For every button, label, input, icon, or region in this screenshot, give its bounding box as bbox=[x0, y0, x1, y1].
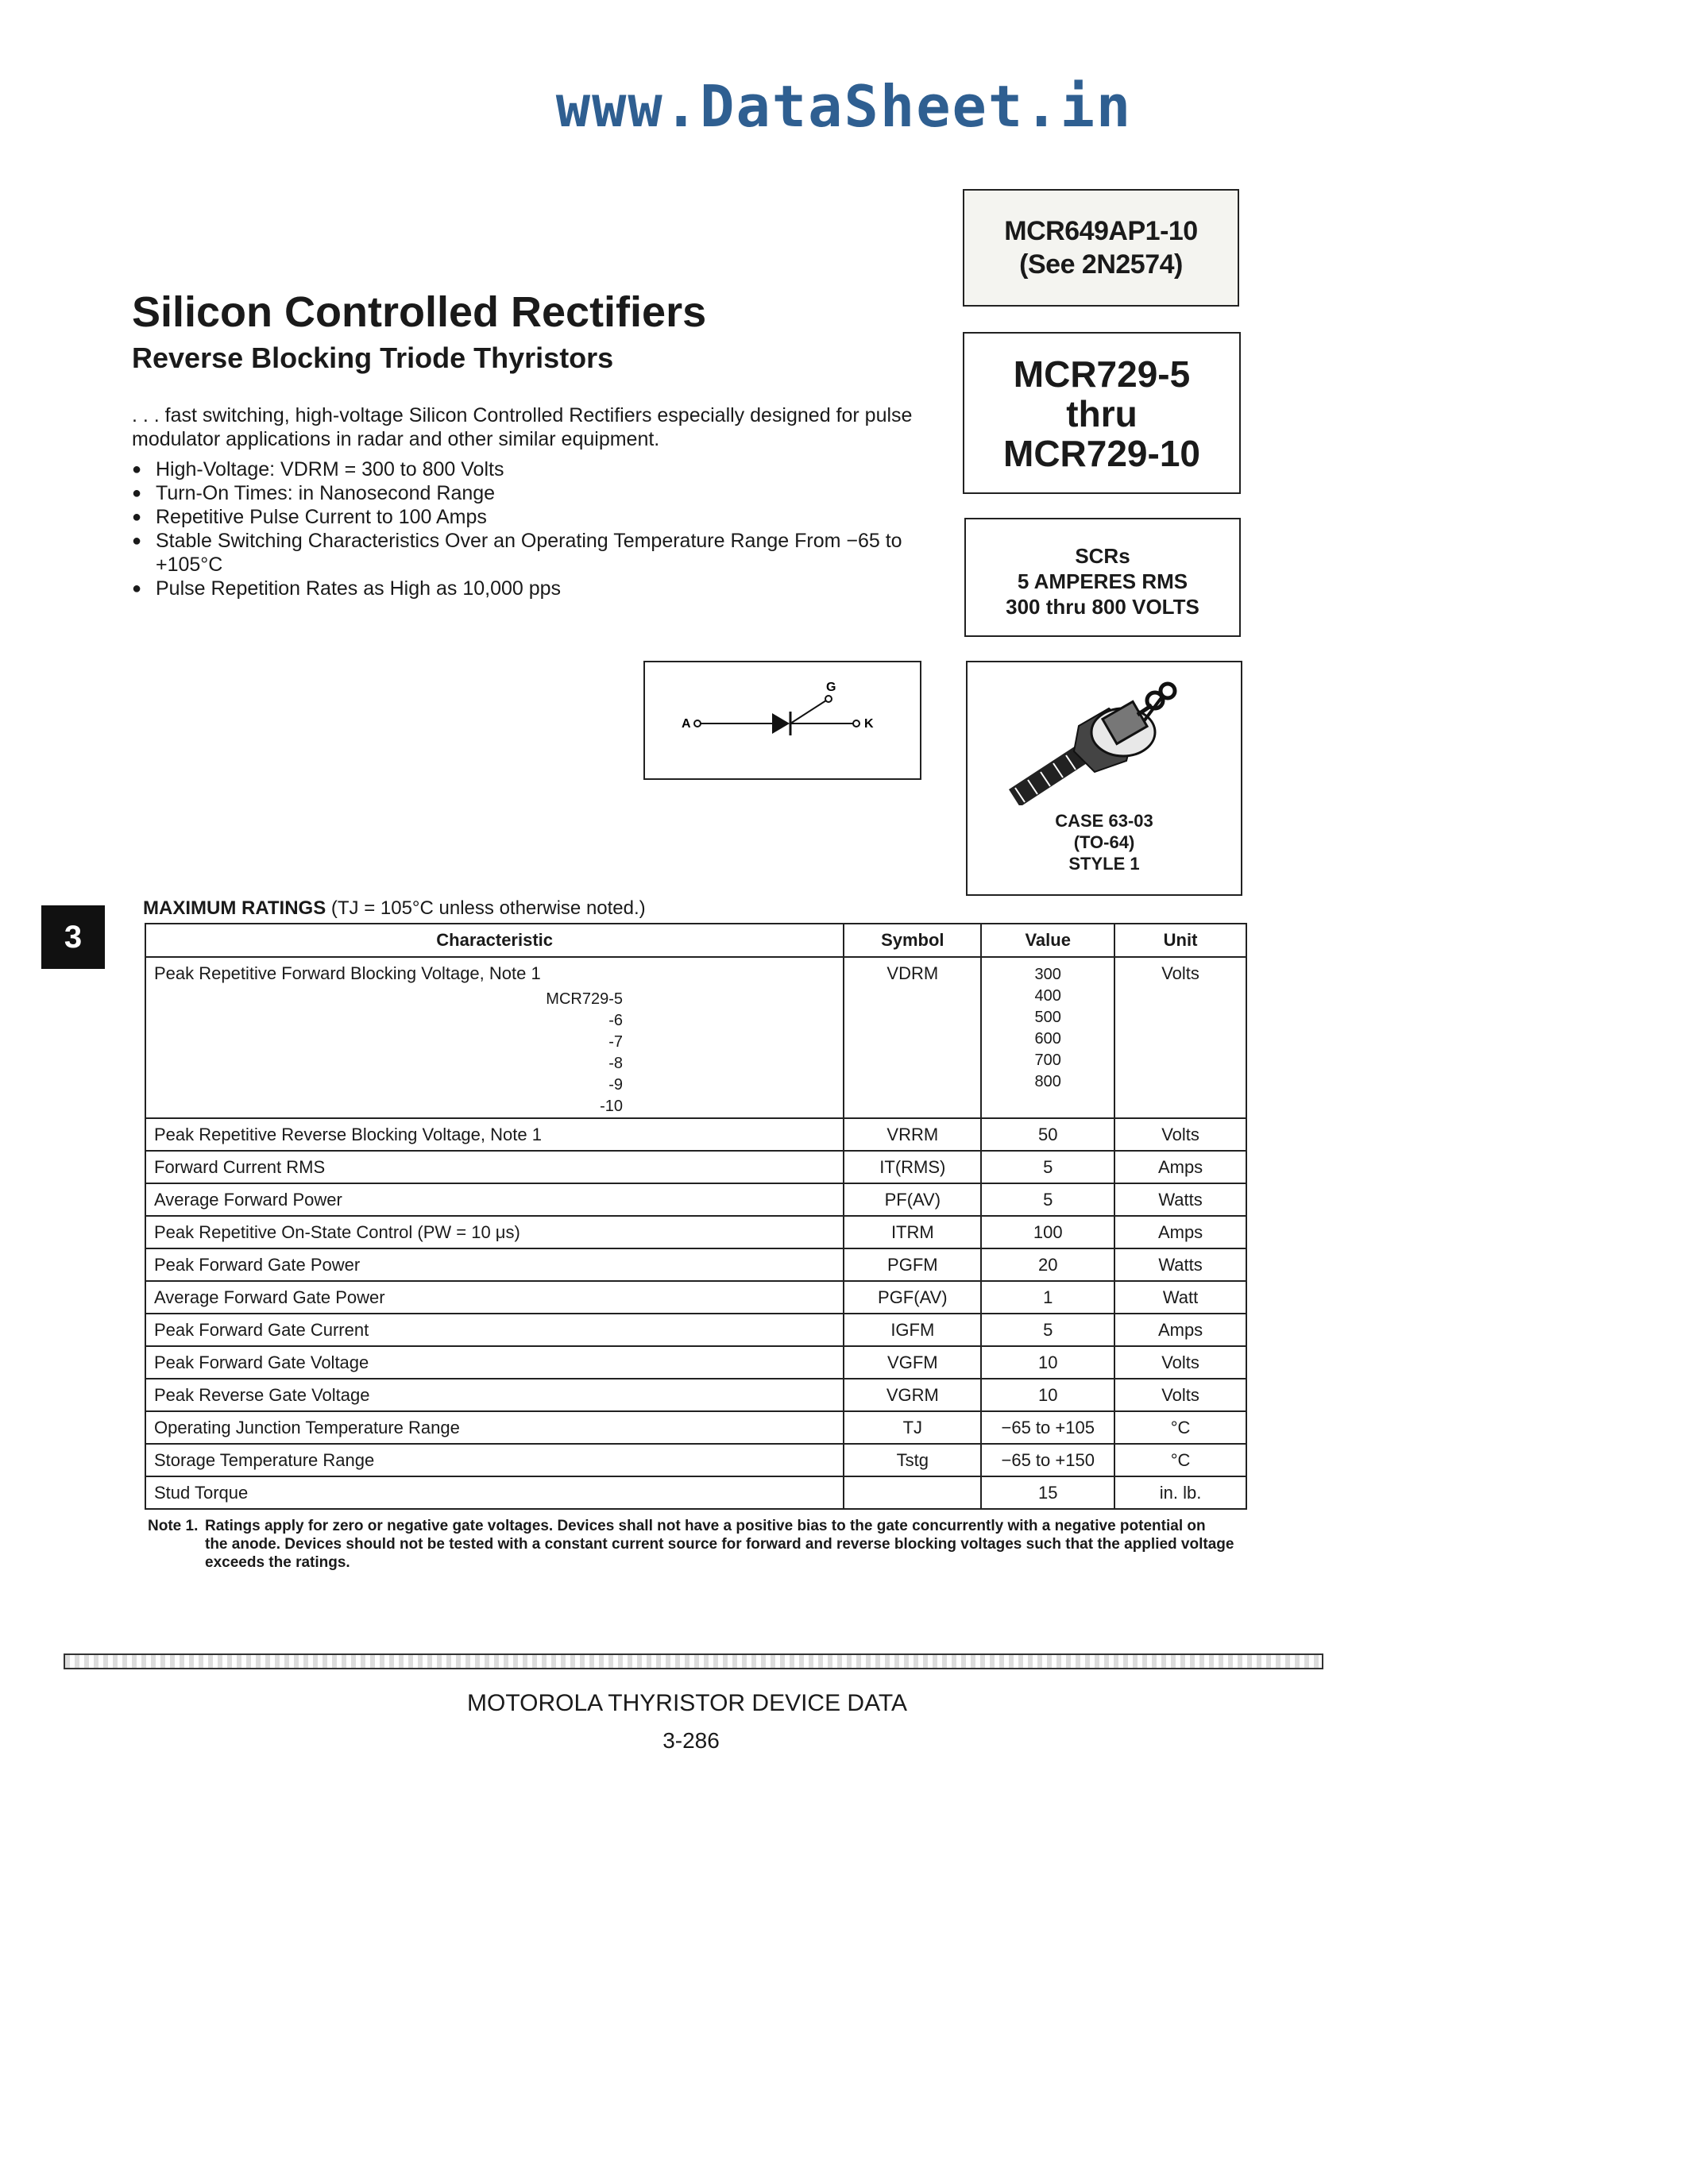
row-value: 1 bbox=[981, 1281, 1114, 1314]
case-package-box bbox=[966, 661, 1242, 896]
device-item: -7 bbox=[608, 1033, 623, 1051]
table-row bbox=[145, 1281, 1246, 1314]
row-unit: Amps bbox=[1114, 1151, 1246, 1183]
device-item: MCR729-5 bbox=[546, 990, 623, 1008]
row-unit: °C bbox=[1114, 1444, 1246, 1476]
anode-terminal bbox=[694, 720, 701, 727]
scr-schematic-symbol bbox=[643, 661, 921, 780]
page-subtitle: Reverse Blocking Triode Thyristors bbox=[132, 341, 614, 374]
row-unit: in. lb. bbox=[1114, 1476, 1246, 1509]
row-symbol: IGFM bbox=[844, 1314, 981, 1346]
footer-title: MOTOROLA THYRISTOR DEVICE DATA bbox=[467, 1690, 907, 1716]
device-item: -6 bbox=[608, 1012, 623, 1029]
row-symbol: PGF(AV) bbox=[844, 1281, 981, 1314]
stud-package-illustration bbox=[968, 662, 1241, 805]
case-package-type: (TO-64) bbox=[1073, 832, 1135, 852]
part-number-line3: MCR729-10 bbox=[1003, 433, 1200, 474]
row-symbol: VGFM bbox=[844, 1346, 981, 1379]
row-characteristic: Peak Forward Gate Voltage bbox=[145, 1346, 844, 1379]
table-row bbox=[145, 1346, 1246, 1379]
device-item: -8 bbox=[608, 1055, 623, 1072]
voltage-value-list bbox=[990, 958, 1106, 1093]
row-unit: Volts bbox=[1114, 1379, 1246, 1411]
table-row bbox=[145, 1379, 1246, 1411]
row-value: −65 to +105 bbox=[981, 1411, 1114, 1444]
spec-line2: 5 AMPERES RMS bbox=[1017, 569, 1188, 593]
row-value: 10 bbox=[981, 1379, 1114, 1411]
header-unit: Unit bbox=[1114, 924, 1246, 957]
table-row bbox=[145, 1476, 1246, 1509]
row-characteristic: Peak Forward Gate Power bbox=[145, 1248, 844, 1281]
table-row bbox=[145, 957, 1246, 1118]
row-characteristic: Peak Repetitive Reverse Blocking Voltage, Note 1 bbox=[145, 1118, 844, 1151]
table-row bbox=[145, 1216, 1246, 1248]
row-characteristic: Average Forward Gate Power bbox=[145, 1281, 844, 1314]
row-characteristic: Peak Reverse Gate Voltage bbox=[145, 1379, 844, 1411]
row-value: 100 bbox=[981, 1216, 1114, 1248]
maximum-ratings-table bbox=[145, 923, 1247, 1510]
reference-part-line2: (See 2N2574) bbox=[1019, 249, 1183, 280]
table-row bbox=[145, 1118, 1246, 1151]
row-value: 20 bbox=[981, 1248, 1114, 1281]
table-row bbox=[145, 1314, 1246, 1346]
row-unit: Watt bbox=[1114, 1281, 1246, 1314]
cathode-terminal bbox=[853, 720, 859, 727]
footer-divider bbox=[64, 1653, 1323, 1669]
row-unit: Amps bbox=[1114, 1216, 1246, 1248]
device-list bbox=[154, 989, 623, 1117]
row-value: 5 bbox=[981, 1314, 1114, 1346]
part-number-line2: thru bbox=[1066, 393, 1138, 434]
row-value: −65 to +150 bbox=[981, 1444, 1114, 1476]
row-value: 5 bbox=[981, 1183, 1114, 1216]
row-symbol: VGRM bbox=[844, 1379, 981, 1411]
footnote-text: Ratings apply for zero or negative gate voltages. Devices shall not have a positive bias to the gate concurrently with a negative potential on bbox=[205, 1518, 1206, 1534]
row-symbol: IT(RMS) bbox=[844, 1151, 981, 1183]
vdrm-characteristic-cell bbox=[145, 957, 844, 1118]
row-characteristic: Operating Junction Temperature Range bbox=[145, 1411, 844, 1444]
header-symbol: Symbol bbox=[844, 924, 981, 957]
table-row bbox=[145, 1444, 1246, 1476]
row-characteristic: Peak Forward Gate Current bbox=[145, 1314, 844, 1346]
gate-lead bbox=[790, 700, 826, 723]
reference-part-line1: MCR649AP1-10 bbox=[1004, 216, 1198, 246]
device-item: -10 bbox=[600, 1098, 623, 1115]
row-value: 10 bbox=[981, 1346, 1114, 1379]
section-tab: 3 bbox=[41, 905, 105, 969]
table-row bbox=[145, 1248, 1246, 1281]
device-item: -9 bbox=[608, 1076, 623, 1094]
row-value: 50 bbox=[981, 1118, 1114, 1151]
spec-summary-box bbox=[964, 518, 1241, 637]
page-number: 3-286 bbox=[662, 1728, 720, 1753]
gate-terminal bbox=[825, 696, 832, 702]
vdrm-unit: Volts bbox=[1114, 957, 1246, 1118]
row-symbol: TJ bbox=[844, 1411, 981, 1444]
footnote-label: Note 1. bbox=[148, 1518, 199, 1534]
row-symbol: ITRM bbox=[844, 1216, 981, 1248]
voltage-value: 400 bbox=[1034, 987, 1061, 1005]
ratings-heading-bold: MAXIMUM RATINGS bbox=[143, 897, 326, 919]
row-symbol: PGFM bbox=[844, 1248, 981, 1281]
row-characteristic: Stud Torque bbox=[145, 1476, 844, 1509]
part-number-box bbox=[963, 332, 1241, 494]
diode-triangle bbox=[772, 713, 790, 734]
row-characteristic: Peak Repetitive On-State Control (PW = 10 μs) bbox=[145, 1216, 844, 1248]
reference-part-box bbox=[963, 189, 1239, 307]
table-footnote bbox=[148, 1517, 1244, 1572]
row-unit: Volts bbox=[1114, 1346, 1246, 1379]
voltage-value: 800 bbox=[1034, 1073, 1061, 1090]
row-symbol: PF(AV) bbox=[844, 1183, 981, 1216]
feature-item: ● High-Voltage: VDRM = 300 to 800 Volts bbox=[132, 457, 934, 481]
voltage-value: 300 bbox=[1034, 966, 1061, 983]
anode-label: A bbox=[682, 717, 691, 731]
row-characteristic: Forward Current RMS bbox=[145, 1151, 844, 1183]
vdrm-characteristic: Peak Repetitive Forward Blocking Voltage, Note 1 bbox=[154, 963, 541, 983]
vdrm-value-cell bbox=[981, 957, 1114, 1118]
gate-label: G bbox=[826, 681, 836, 694]
spec-line1: SCRs bbox=[1075, 544, 1130, 568]
case-style: STYLE 1 bbox=[1068, 854, 1140, 874]
row-unit: Volts bbox=[1114, 1118, 1246, 1151]
table-row bbox=[145, 1411, 1246, 1444]
watermark-url: www.DataSheet.in bbox=[555, 73, 1133, 140]
footnote-continuation: the anode. Devices should not be tested with a constant current source for forward and reverse blocking voltages such that the applied voltage exceeds the ratings. bbox=[205, 1536, 1234, 1571]
spec-line3: 300 thru 800 VOLTS bbox=[1006, 595, 1199, 619]
row-unit: °C bbox=[1114, 1411, 1246, 1444]
ratings-heading bbox=[143, 897, 646, 920]
cathode-label: K bbox=[864, 717, 874, 731]
case-number: CASE 63-03 bbox=[1055, 811, 1153, 831]
voltage-value: 700 bbox=[1034, 1051, 1061, 1069]
ratings-heading-condition: (TJ = 105°C unless otherwise noted.) bbox=[330, 897, 646, 919]
case-label bbox=[968, 810, 1241, 874]
row-unit: Amps bbox=[1114, 1314, 1246, 1346]
table-header-row bbox=[145, 924, 1246, 957]
row-symbol bbox=[844, 1476, 981, 1509]
voltage-value: 600 bbox=[1034, 1030, 1061, 1048]
feature-list bbox=[132, 457, 934, 600]
page-title: Silicon Controlled Rectifiers bbox=[132, 288, 707, 336]
feature-item: ● Repetitive Pulse Current to 100 Amps bbox=[132, 505, 934, 529]
intro-paragraph: . . . fast switching, high-voltage Silicon Controlled Rectifiers especially designed for pulse modulator applications in radar and other similar equipment. bbox=[132, 404, 913, 450]
feature-item: ● Pulse Repetition Rates as High as 10,000 pps bbox=[132, 577, 934, 600]
feature-item: ● Stable Switching Characteristics Over an Operating Temperature Range From −65 to +105°C bbox=[132, 529, 934, 577]
feature-item: ● Turn-On Times: in Nanosecond Range bbox=[132, 481, 934, 505]
row-characteristic: Storage Temperature Range bbox=[145, 1444, 844, 1476]
row-symbol: VRRM bbox=[844, 1118, 981, 1151]
vdrm-symbol: VDRM bbox=[844, 957, 981, 1118]
row-unit: Watts bbox=[1114, 1183, 1246, 1216]
header-characteristic: Characteristic bbox=[145, 924, 844, 957]
table-row bbox=[145, 1151, 1246, 1183]
row-value: 15 bbox=[981, 1476, 1114, 1509]
row-characteristic: Average Forward Power bbox=[145, 1183, 844, 1216]
voltage-value: 500 bbox=[1034, 1009, 1061, 1026]
header-value: Value bbox=[981, 924, 1114, 957]
part-number-line1: MCR729-5 bbox=[1013, 353, 1191, 395]
row-unit: Watts bbox=[1114, 1248, 1246, 1281]
row-symbol: Tstg bbox=[844, 1444, 981, 1476]
row-value: 5 bbox=[981, 1151, 1114, 1183]
table-row bbox=[145, 1183, 1246, 1216]
